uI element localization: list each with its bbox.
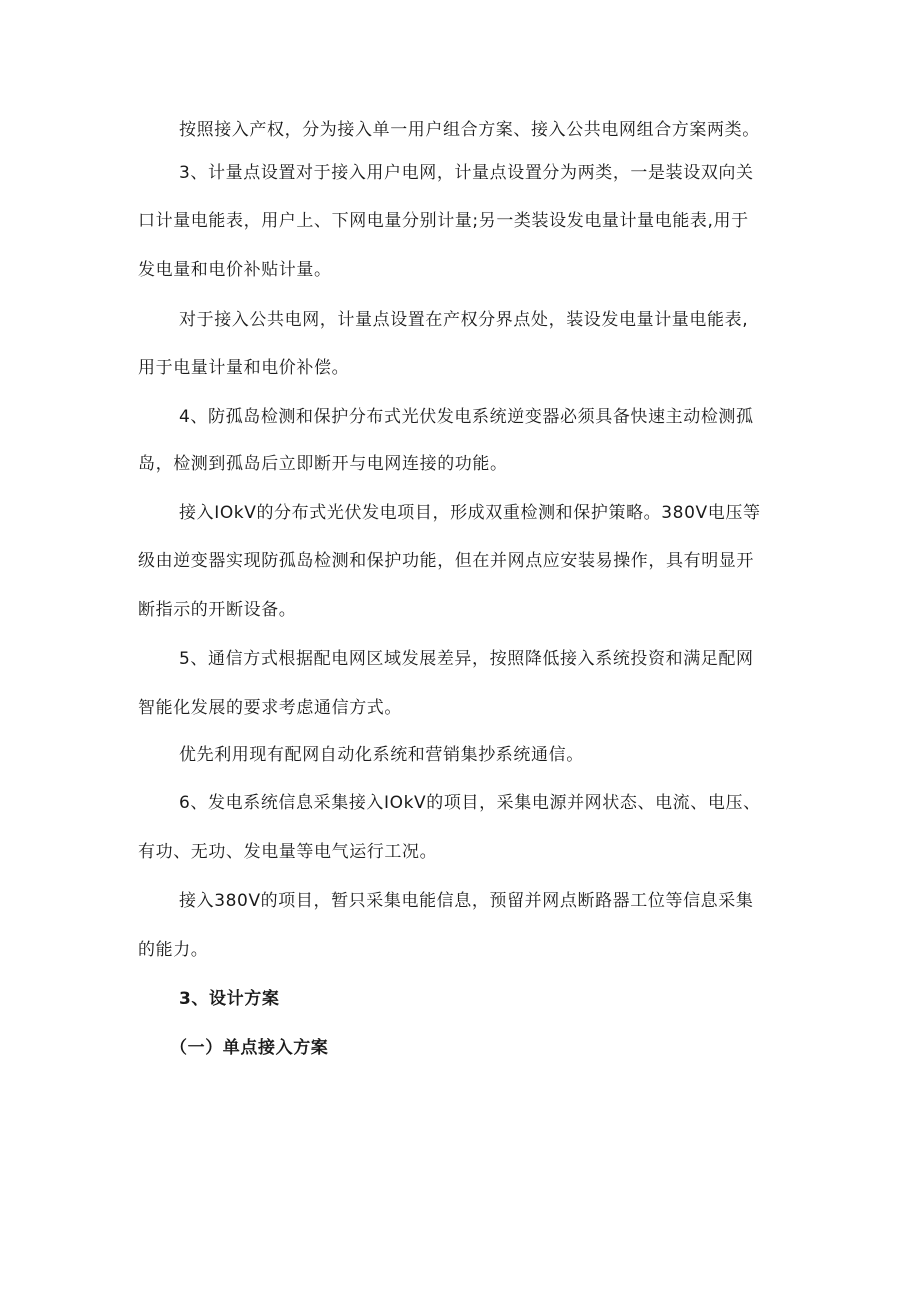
- paragraph-line: 接入380V的项目，暂只采集电能信息，预留并网点断路器工位等信息采集: [179, 891, 754, 911]
- paragraph-line: 口计量电能表，用户上、下网电量分别计量;另一类装设发电量计量电能表,用于: [138, 211, 749, 231]
- paragraph-line: 对于接入公共电网，计量点设置在产权分界点处，装设发电量计量电能表,: [179, 310, 749, 330]
- paragraph-line: 按照接入产权，分为接入单一用户组合方案、接入公共电网组合方案两类。: [179, 120, 760, 140]
- paragraph-line: 5、通信方式根据配电网区域发展差异，按照降低接入系统投资和满足配网: [179, 649, 754, 669]
- paragraph-line: 智能化发展的要求考虑通信方式。: [138, 698, 402, 718]
- paragraph-line: 接入IOkV的分布式光伏发电项目，形成双重检测和保护策略。380V电压等: [179, 503, 761, 523]
- paragraph-line: 级由逆变器实现防孤岛检测和保护功能，但在并网点应安装易操作，具有明显开: [138, 551, 754, 571]
- paragraph-line: 优先利用现有配网自动化系统和营销集抄系统通信。: [179, 745, 584, 765]
- paragraph-line: 6、发电系统信息采集接入IOkV的项目，采集电源并网状态、电流、电压、: [179, 793, 761, 813]
- paragraph-line: 断指示的开断设备。: [138, 600, 297, 620]
- paragraph-line: 4、防孤岛检测和保护分布式光伏发电系统逆变器必须具备快速主动检测孤: [179, 407, 754, 427]
- subsection-heading: （一）单点接入方案: [170, 1038, 329, 1058]
- paragraph-line: 用于电量计量和电价补偿。: [138, 358, 350, 378]
- paragraph-line: 岛，检测到孤岛后立即断开与电网连接的功能。: [138, 454, 508, 474]
- paragraph-line: 发电量和电价补贴计量。: [138, 260, 332, 280]
- paragraph-line: 有功、无功、发电量等电气运行工况。: [138, 842, 438, 862]
- section-heading: 3、设计方案: [179, 989, 280, 1009]
- paragraph-line: 的能力。: [138, 940, 209, 960]
- paragraph-line: 3、计量点设置对于接入用户电网，计量点设置分为两类，一是装设双向关: [179, 163, 754, 183]
